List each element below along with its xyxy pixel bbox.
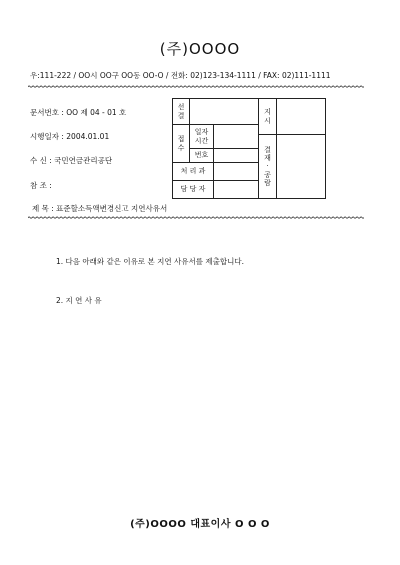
approval-seon-cell (173, 99, 190, 125)
approval-table (172, 98, 326, 199)
approval-jeopsu-cell (173, 125, 190, 163)
approval-jisi-value (277, 99, 326, 135)
body-item-2: 2. 지 연 사 유 (56, 296, 102, 305)
date-time-label: 일자 시간 (190, 125, 214, 149)
doc-date: 시행일자 : 2004.01.01 (30, 132, 110, 141)
body-item-1: 1. 다음 아래와 같은 이유로 본 지연 사유서를 제출합니다. (56, 257, 245, 266)
ji-label: 지 (264, 108, 271, 117)
approval-gyeoljae-cell (259, 135, 277, 199)
date-time-value (214, 125, 259, 149)
gyeoljae-label: 결 재 (264, 146, 271, 163)
doc-recipient: 수 신 : 국민연금관리공단 (30, 156, 113, 165)
number-value (214, 149, 259, 163)
gong-label: 공 (264, 170, 271, 179)
approval-seon-value (190, 99, 259, 125)
company-title: (주)OOOO (159, 40, 241, 58)
footer-signature: (주)OOOO 대표이사 O O O (130, 519, 270, 530)
person-in-charge-value (214, 181, 259, 199)
su-label: 수 (177, 143, 185, 152)
address-line: 우:111-222 / OO시 OO구 OO동 OO-O / 전화: 02)123-134-1111 / FAX: 02)111-1111 (30, 71, 331, 80)
approval-jisi-cell (259, 99, 277, 135)
approval-gyeoljae-value (277, 135, 326, 199)
processing-dept-value (214, 163, 259, 181)
si-label: 시 (264, 116, 271, 125)
top-divider (28, 85, 364, 88)
seon-label: 선 (177, 103, 185, 112)
doc-subject: 제 목 : 표준할소득액변경신고 지연사유서 (32, 204, 168, 213)
processing-dept-label: 처 리 과 (173, 163, 214, 181)
number-label: 번호 (190, 149, 214, 163)
dot-label: · (266, 162, 269, 171)
doc-number: 문서번호 : OO 제 04 - 01 호 (30, 108, 127, 117)
jeop-label: 접 (177, 135, 185, 144)
gyeol-label: 결 (177, 111, 185, 120)
person-in-charge-label: 담 당 자 (173, 181, 214, 199)
subject-divider (28, 216, 364, 219)
ram-label: 람 (264, 178, 271, 187)
doc-reference: 참 조 : (30, 181, 52, 190)
